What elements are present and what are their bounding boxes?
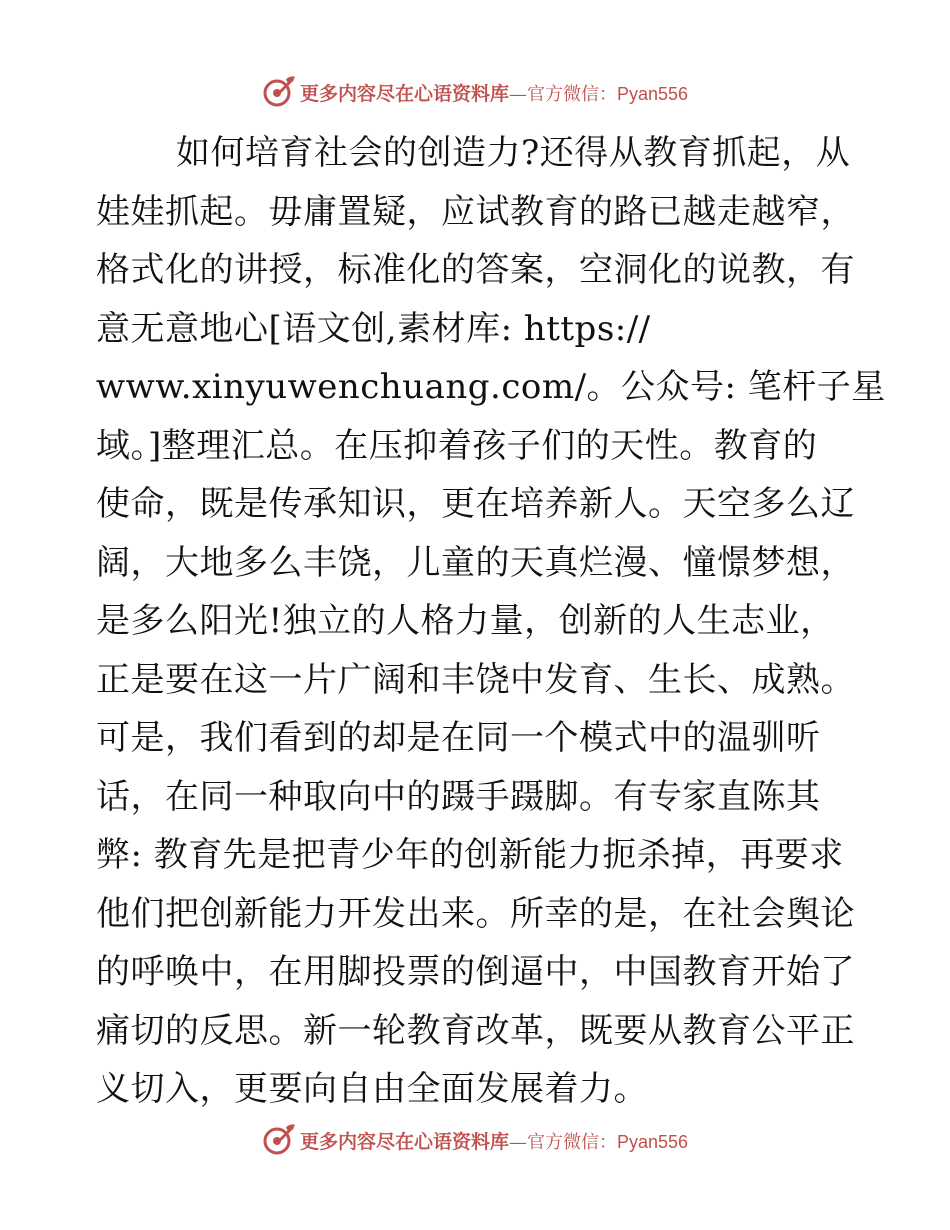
banner-official-label: 官方微信： xyxy=(526,1131,617,1153)
text-line: 如何培育社会的创造力?还得从教育抓起，从 xyxy=(176,133,851,173)
header-banner xyxy=(0,72,950,112)
banner-dash: — xyxy=(508,83,527,105)
text-line: 是多么阳光!独立的人格力量，创新的人生志业， xyxy=(96,601,835,641)
footer-banner-text xyxy=(300,1127,688,1154)
text-line: 他们把创新能力开发出来。所幸的是，在社会舆论 xyxy=(96,893,855,934)
text-line: 阔，大地多么丰饶，儿童的天真烂漫、憧憬梦想， xyxy=(96,542,855,583)
text-line: 娃娃抓起。毋庸置疑，应试教育的路已越走越窄， xyxy=(96,191,855,232)
text-line: 域。]整理汇总。在压抑着孩子们的天性。教育的 xyxy=(96,425,818,466)
text-line: 意无意地心[语文创,素材库: https:// xyxy=(96,308,651,349)
text-line: 使命，既是传承知识，更在培养新人。天空多么辽 xyxy=(96,484,855,524)
quill-logo-icon xyxy=(262,75,296,109)
text-line: www.xinyuwenchuang.com/。公众号: 笔杆子星 xyxy=(96,367,886,407)
text-line: 正是要在这一片广阔和丰饶中发育、生长、成熟。 xyxy=(96,659,855,700)
text-line: 痛切的反思。新一轮教育改革，既要从教育公平正 xyxy=(96,1010,855,1051)
header-banner-text xyxy=(300,79,688,106)
text-line: 可是，我们看到的却是在同一个模式中的温驯听 xyxy=(96,718,821,758)
banner-main-text: 更多内容尽在心语资料库 xyxy=(299,82,509,105)
quill-logo-icon xyxy=(262,1123,296,1157)
text-line: 话，在同一种取向中的蹑手蹑脚。有专家直陈其 xyxy=(96,776,821,817)
banner-main-text: 更多内容尽在心语资料库 xyxy=(299,1130,509,1153)
article-body xyxy=(96,124,886,1119)
banner-wechat-id: Pyan556 xyxy=(616,83,689,104)
footer-banner xyxy=(0,1120,950,1160)
banner-wechat-id: Pyan556 xyxy=(616,1131,689,1152)
text-line: 的呼唤中，在用脚投票的倒逼中，中国教育开始了 xyxy=(96,952,855,992)
text-line: 弊: 教育先是把青少年的创新能力扼杀掉，再要求 xyxy=(96,835,844,875)
banner-dash: — xyxy=(508,1131,527,1153)
banner-official-label: 官方微信： xyxy=(526,83,617,105)
text-line: 格式化的讲授，标准化的答案，空洞化的说教，有 xyxy=(96,250,855,290)
text-line: 义切入，更要向自由全面发展着力。 xyxy=(96,1069,648,1109)
